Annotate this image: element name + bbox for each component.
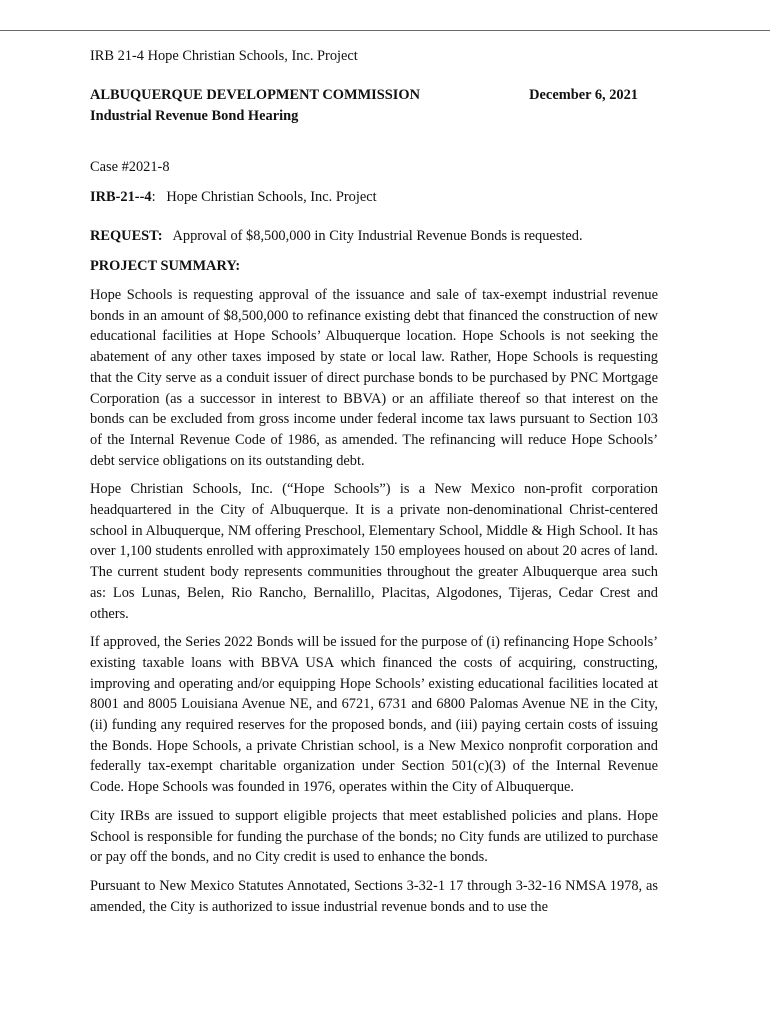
running-header: IRB 21-4 Hope Christian Schools, Inc. Project [90,48,358,64]
summary-paragraph-2: Hope Christian Schools, Inc. (“Hope Schools”) is a New Mexico non-profit corporation headquartered in the City of Albuquerque. It is a private non-denominational Christ-centered school in Albuquerque, NM offering Preschool, Elementary School, Middle & High School. It has over 1,100 students enrolled with approximately 150 employees housed on about 20 acres of land. The current student body represents communities throughout the greater Albuquerque area such as: Los Lunas, Belen, Rio Rancho, Bernalillo, Placitas, Algodones, Tijeras, Cedar Crest and others. [90,481,658,622]
commission-header [90,85,658,127]
summary-paragraph-4: City IRBs are issued to support eligible projects that meet established policies and plans. Hope School is responsible for funding the purchase of the bonds; no City funds are utilized to purchase or pay off the bonds, and no City credit is used to enhance the bonds. [90,807,658,866]
commission-name: ALBUQUERQUE DEVELOPMENT COMMISSION [90,87,420,103]
request-label: REQUEST: [90,228,163,244]
case-number: Case #2021-8 [90,159,170,175]
request-text: Approval of $8,500,000 in City Industrial Revenue Bonds is requested. [172,228,583,244]
irb-title: Hope Christian Schools, Inc. Project [166,189,377,205]
summary-paragraph-3: If approved, the Series 2022 Bonds will be issued for the purpose of (i) refinancing Hope Schools’ existing taxable loans with BBVA USA which financed the costs of acquiring, constructing, improving and operating and/or equipping Hope Schools’ existing educational facilities located at 8001 and 8005 Louisiana Avenue NE, and 6721, 6731 and 6800 Palomas Avenue NE in the City, (ii) funding any required reserves for the proposed bonds, and (iii) paying certain costs of issuing the Bonds. Hope Schools, a private Christian school, is a New Mexico nonprofit corporation and federally tax-exempt charitable organization under Section 501(c)(3) of the Internal Revenue Code. Hope Schools was founded in 1976, operates within the City of Albuquerque. [90,634,658,796]
hearing-type: Industrial Revenue Bond Hearing [90,108,299,124]
summary-paragraph-5: Pursuant to New Mexico Statutes Annotated, Sections 3-32-1 17 through 3-32-16 NMSA 1978, as amended, the City is authorized to issue industrial revenue bonds and to use the [90,877,658,915]
hearing-date: December 6, 2021 [529,87,638,103]
commission-block [90,85,420,127]
summary-paragraph-1: Hope Schools is requesting approval of the issuance and sale of tax-exempt industrial revenue bonds in an amount of $8,500,000 to refinance existing debt that financed the construction of new educational facilities at Hope Schools’ Albuquerque location. Hope Schools is not seeking the abatement of any other taxes imposed by state or local law. Rather, Hope Schools is requesting that the City serve as a conduit issuer of direct purchase bonds to be purchased by PNC Mortgage Corporation (as a successor in interest to BBVA) or an affiliate thereof so that interest on the bonds can be excluded from gross income under federal income tax laws pursuant to Section 103 of the Internal Revenue Code of 1986, as amended. The refinancing will reduce Hope Schools’ debt service obligations on its outstanding debt. [90,287,658,469]
irb-label: IRB-21--4 [90,189,152,205]
top-rule [0,30,770,31]
request-line [90,226,658,247]
document-page [90,46,658,917]
project-summary-heading: PROJECT SUMMARY: [90,258,241,274]
irb-line: IRB-21--4: Hope Christian Schools, Inc. Project [90,189,377,205]
